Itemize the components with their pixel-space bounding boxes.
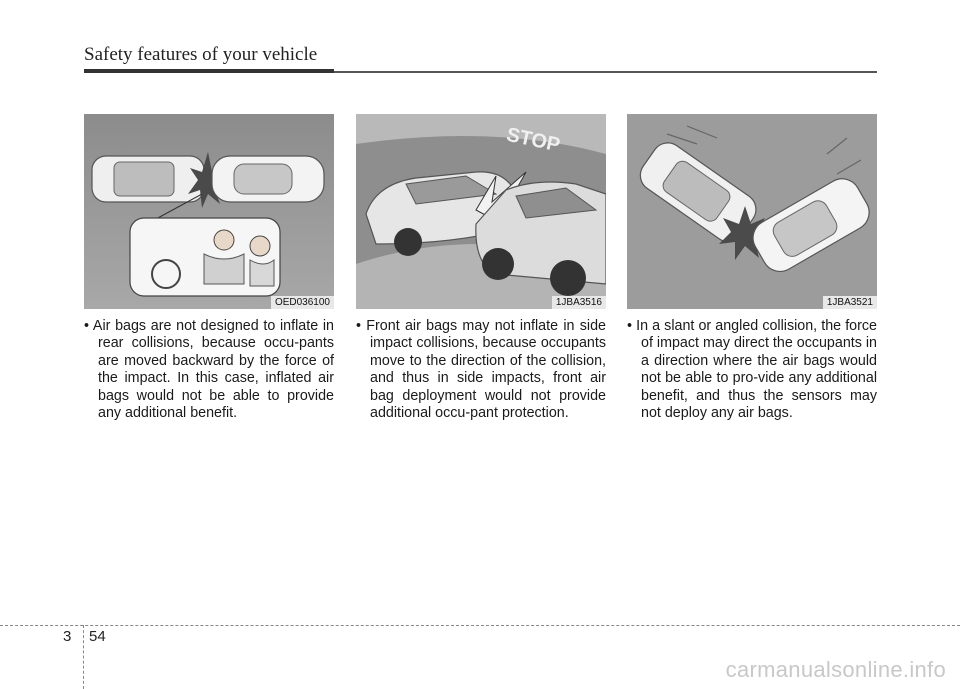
caption-side-impact — [356, 318, 606, 422]
figure-rear-collision — [84, 114, 334, 309]
header-rule — [84, 69, 877, 73]
footer-rule — [0, 625, 960, 626]
figure-code: 1JBA3516 — [552, 296, 606, 309]
caption-text: In a slant or angled collision, the force of impact may direct the occupants in a direction where the air bags would not be able to pro-vide any additional benefit, and thus the sensors may not deploy any air bags. — [636, 318, 878, 422]
figure-code: 1JBA3521 — [823, 296, 877, 309]
rear-collision-illustration — [84, 114, 334, 309]
page-number: 54 — [89, 628, 106, 645]
figure-angled-collision — [627, 114, 877, 309]
page-title: Safety features of your vehicle — [84, 44, 318, 65]
footer-divider — [83, 625, 84, 689]
side-impact-illustration — [356, 114, 606, 309]
caption-angled-collision — [627, 318, 877, 422]
chapter-number: 3 — [63, 628, 72, 645]
bullet-item: • Front air bags may not inflate in side impact collisions, because occupants move to the direction of the collision, and thus in side impacts, front air bag deployment would not provide additional occu-pant protection. — [356, 318, 606, 422]
caption-text: Air bags are not designed to inflate in rear collisions, because occu-pants are moved backward by the force of the impact. In this case, inflated air bags would not be able to provide any additional benefit. — [92, 318, 334, 422]
caption-text: Front air bags may not inflate in side impact collisions, because occupants move to the direction of the collision, and thus in side impacts, front air bag deployment would not provide additional occu-pant protection. — [366, 318, 606, 422]
watermark: carmanualsonline.info — [725, 657, 946, 682]
bullet-item: • In a slant or angled collision, the force of impact may direct the occupants in a direction where the air bags would not be able to pro-vide any additional benefit, and thus the sensors may not deploy any air bags. — [627, 318, 878, 422]
stop-road-marking: STOP — [504, 123, 562, 157]
angled-collision-illustration — [627, 114, 877, 309]
caption-rear-collision — [84, 318, 334, 422]
bullet-item: • Air bags are not designed to inflate in rear collisions, because occu-pants are moved backward by the force of the impact. In this case, inflated air bags would not be able to provide any additional benefit. — [84, 318, 334, 422]
figure-side-impact — [356, 114, 606, 309]
figure-code: OED036100 — [271, 296, 334, 309]
